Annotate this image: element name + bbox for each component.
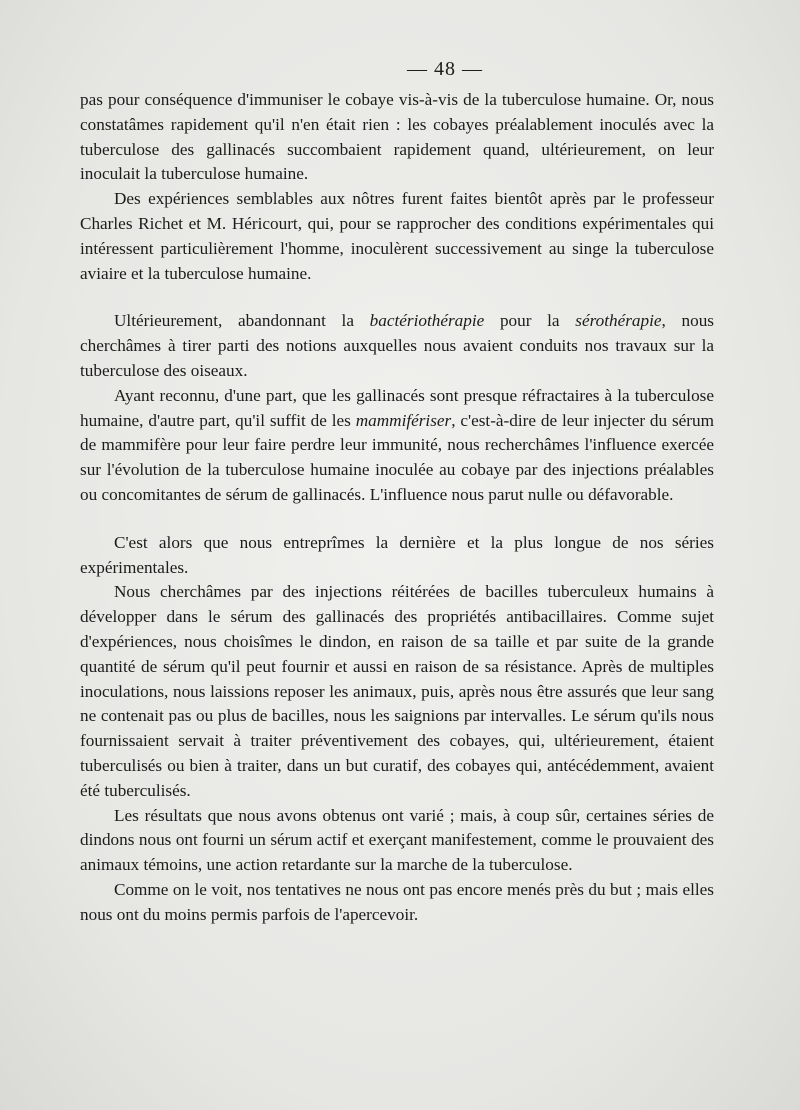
term-mammiferiser: mammifériser xyxy=(355,410,452,430)
page-number-text: — 48 — xyxy=(407,58,483,80)
paragraph-8: Comme on le voit, nos tentatives ne nous ont pas encore menés près du but ; mais elles nous ont du moins permis parfois de l'apercevoir. xyxy=(80,879,714,924)
paragraph-4-text: , c'est-à-dire de leur injecter du sérum de mammifère pour leur faire perdre leur immunité, nous recherchâmes l'influence exercée sur l'évolution de la tuberculose humaine inoculée au cobaye par des injections préalables ou concomitantes de sérum de gallinacés. L'influence nous parut nulle ou défavorable. xyxy=(80,410,714,504)
term-bacteriotherapie: bactériothérapie xyxy=(369,311,485,331)
paragraph-4-text: Ayant reconnu, d'une part, que les gallinacés sont presque réfractaires à la tuberculose humaine, d'autre part, qu'il suffit de les xyxy=(80,385,714,430)
paragraph-7: Les résultats que nous avons obtenus ont varié ; mais, à coup sûr, certaines séries de dindons nous ont fourni un sérum actif et exerçant manifestement, comme le prouvaient des animaux témoins, une action retardante sur la marche de la tuberculose. xyxy=(80,805,714,875)
paragraph-6: Nous cherchâmes par des injections réitérées de bacilles tuberculeux humains à développer dans le sérum des gallinacés des propriétés antibacillaires. Comme sujet d'expériences, nous choisîmes le dindon, en raison de sa taille et par suite de la grande quantité de sérum qu'il peut fournir et aussi en raison de sa résistance. Après de multiples inoculations, nous laissions reposer les animaux, puis, après nous être assurés que leur sang ne contenait pas ou plus de bacilles, nous les saignions par intervalles. Le sérum qu'ils nous fournissaient servait à traiter préventivement des cobayes, qui, ultérieurement, étaient tuberculisés ou bien à traiter, dans un but curatif, des cobayes qui, antécédemment, avaient été tuberculisés. xyxy=(80,582,714,800)
body-text xyxy=(80,88,714,928)
paragraph-3-text: , nous cherchâmes à tirer parti des notions auxquelles nous avaient conduits nos travaux sur la tuberculose des oiseaux. xyxy=(80,311,714,380)
paragraph-3 xyxy=(80,309,714,383)
paragraph-5: C'est alors que nous entreprîmes la dernière et la plus longue de nos séries expérimentales. xyxy=(80,532,714,577)
paragraph-3-text: pour la xyxy=(484,311,576,331)
page-number xyxy=(0,58,800,81)
paragraph-3-text: Ultérieurement, abandonnant la xyxy=(114,311,370,331)
paragraph-2: Des expériences semblables aux nôtres furent faites bientôt après par le professeur Charles Richet et M. Héricourt, qui, pour se rapprocher des conditions expérimentales qui intéressent particulièrement l'homme, inoculèrent successivement au singe la tuberculose aviaire et la tuberculose humaine. xyxy=(80,189,714,283)
term-serotherapie: sérothérapie xyxy=(575,311,662,331)
paragraph-4 xyxy=(80,384,714,508)
paragraph-1: pas pour conséquence d'immuniser le cobaye vis-à-vis de la tuberculose humaine. Or, nous constatâmes rapidement qu'il n'en était rien : les cobayes préalablement inoculés avec la tuberculose des gallinacés succombaient rapidement quand, ultérieurement, on leur inoculait la tuberculose humaine. xyxy=(80,90,714,184)
